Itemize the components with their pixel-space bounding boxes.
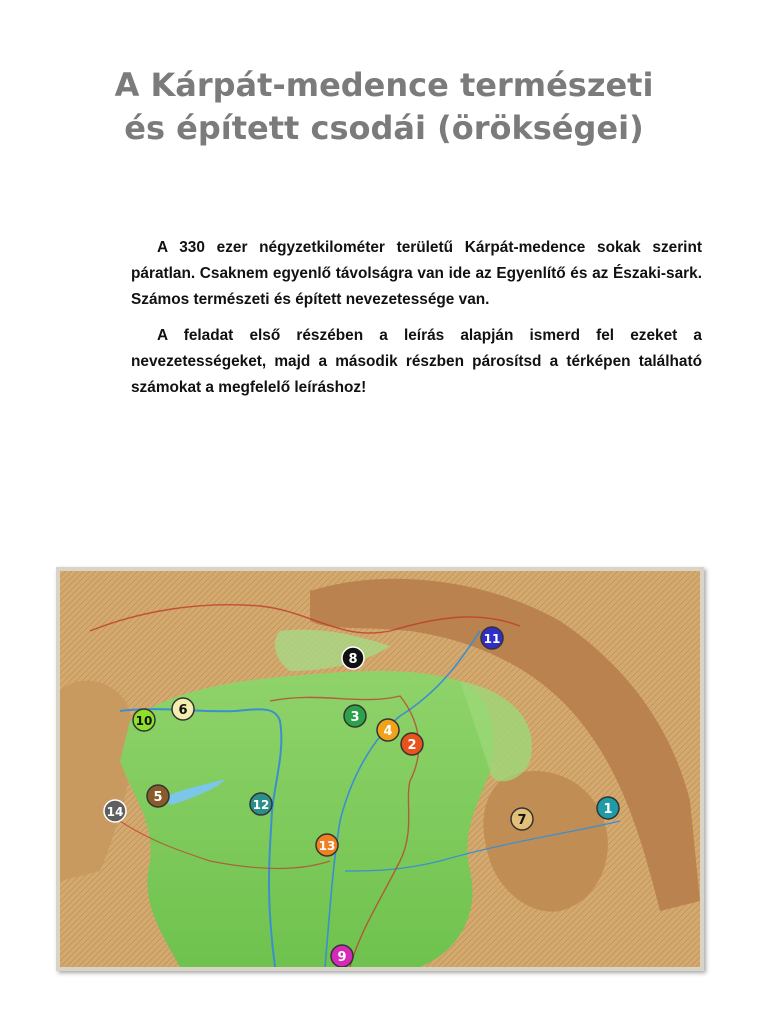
map-marker-10[interactable] <box>133 709 155 731</box>
paragraph-task: A feladat első részében a leírás alapján ismerd fel ezeket a nevezetességeket, majd a második részben párosítsd a térképen található számokat a megfelelő leíráshoz! <box>131 327 702 396</box>
map-marker-14[interactable] <box>104 800 126 822</box>
map-marker-7[interactable] <box>511 808 533 830</box>
map-marker-1[interactable] <box>597 797 619 819</box>
map-marker-8[interactable] <box>342 647 364 669</box>
svg-text:10: 10 <box>135 714 153 728</box>
svg-text:2: 2 <box>407 738 417 753</box>
svg-text:6: 6 <box>178 703 188 718</box>
map-marker-4[interactable] <box>377 719 399 741</box>
map-marker-2[interactable] <box>401 733 423 755</box>
map-marker-11[interactable] <box>481 627 503 649</box>
map-marker-12[interactable] <box>250 793 272 815</box>
relief-map <box>60 571 700 967</box>
title-line-1: A Kárpát-medence természeti <box>114 66 654 104</box>
svg-text:8: 8 <box>348 652 358 667</box>
svg-text:3: 3 <box>350 710 360 725</box>
svg-text:4: 4 <box>383 724 393 739</box>
svg-text:14: 14 <box>106 805 124 819</box>
page-title <box>60 64 708 150</box>
title-line-2: és épített csodái (örökségei) <box>124 109 644 147</box>
svg-text:11: 11 <box>483 632 501 646</box>
map-marker-3[interactable] <box>344 705 366 727</box>
svg-text:1: 1 <box>603 802 613 817</box>
svg-text:7: 7 <box>517 813 527 828</box>
paragraph-intro: A 330 ezer négyzetkilométer területű Kárpát-medence sokak szerint páratlan. Csaknem egyenlő távolságra van ide az Egyenlítő és az Északi-sark. Számos természeti és épített nevezetessége van. <box>131 239 702 308</box>
svg-text:13: 13 <box>318 839 336 853</box>
map-marker-9[interactable] <box>331 945 353 967</box>
svg-text:9: 9 <box>337 950 347 965</box>
map-marker-5[interactable] <box>147 785 169 807</box>
svg-text:12: 12 <box>252 798 270 812</box>
map-marker-13[interactable] <box>316 834 338 856</box>
map-marker-6[interactable] <box>172 698 194 720</box>
svg-text:5: 5 <box>153 790 163 805</box>
intro-text <box>131 235 702 411</box>
carpathian-basin-map <box>56 567 704 971</box>
